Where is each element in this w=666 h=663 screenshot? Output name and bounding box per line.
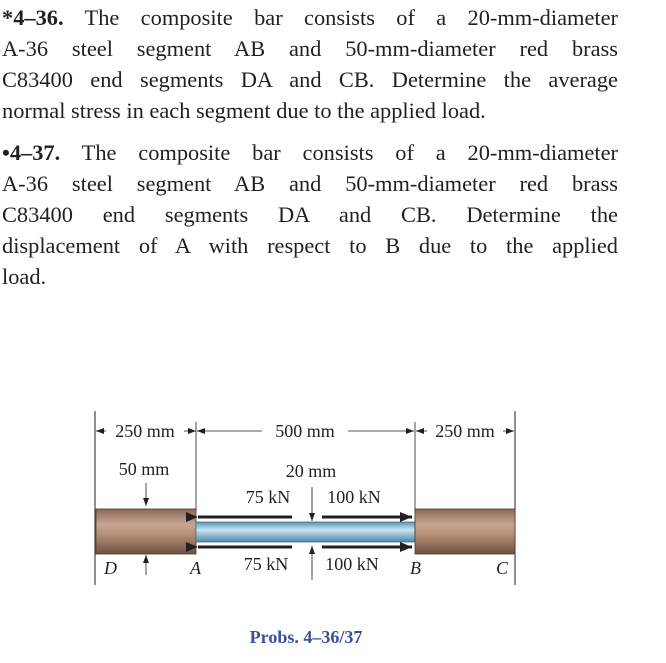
dim-label-middle: 500 mm bbox=[275, 421, 335, 441]
point-label-B: B bbox=[410, 558, 421, 578]
problem-text-line: The composite bar consists of a 20-mm-diameter bbox=[84, 5, 618, 30]
composite-bar-figure bbox=[0, 395, 666, 663]
brass-segment-CB bbox=[415, 509, 515, 554]
problem-text-line: A-36 steel segment AB and 50-mm-diameter red brass bbox=[2, 171, 618, 196]
problem-text-line: C83400 end segments DA and CB. Determine the average bbox=[2, 67, 618, 92]
problem-text-line: normal stress in each segment due to the applied load. bbox=[2, 98, 486, 123]
figure-caption: Probs. 4–36/37 bbox=[249, 627, 363, 647]
steel-diameter-label: 20 mm bbox=[285, 461, 337, 481]
brass-diameter-label: 50 mm bbox=[118, 459, 170, 479]
point-label-D: D bbox=[104, 558, 117, 578]
brass-segment-DA bbox=[96, 509, 196, 554]
problem-text-line: displacement of A with respect to B due to the applied bbox=[2, 233, 618, 258]
load-label-top-right: 100 kN bbox=[327, 487, 381, 507]
problem-text-line: The composite bar consists of a 20-mm-diameter bbox=[81, 140, 618, 165]
steel-segment-AB bbox=[196, 522, 415, 542]
point-label-A: A bbox=[190, 558, 201, 578]
problem-number: •4–37. bbox=[2, 140, 61, 165]
problem-text-line: C83400 end segments DA and CB. Determine the bbox=[2, 202, 618, 227]
load-label-top-left: 75 kN bbox=[245, 487, 291, 507]
load-label-bottom-left: 75 kN bbox=[243, 554, 289, 574]
dim-label-left: 250 mm bbox=[115, 421, 175, 441]
problem-number: *4–36. bbox=[2, 5, 64, 30]
problem-4-37 bbox=[2, 137, 618, 292]
problem-4-36 bbox=[2, 2, 618, 126]
load-label-bottom-right: 100 kN bbox=[325, 554, 379, 574]
dim-label-right: 250 mm bbox=[435, 421, 495, 441]
problem-text-line: load. bbox=[2, 264, 47, 289]
point-label-C: C bbox=[496, 558, 509, 578]
problem-text-line: A-36 steel segment AB and 50-mm-diameter red brass bbox=[2, 36, 618, 61]
